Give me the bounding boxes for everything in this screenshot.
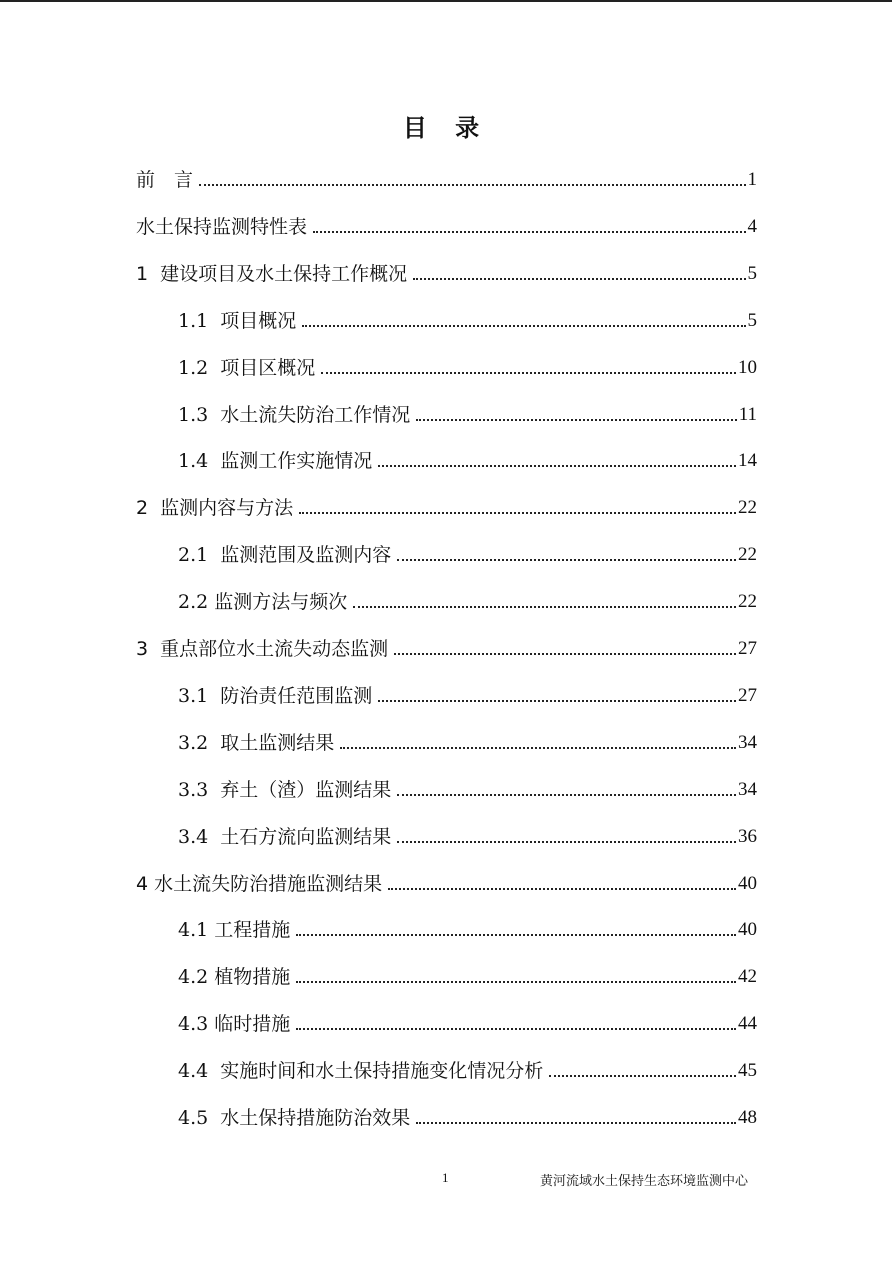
dot-leader [397,841,736,843]
toc-entry[interactable] [178,766,757,802]
toc-entry-page: 1 [747,169,757,190]
toc-entry-page: 5 [747,262,757,284]
dot-leader [378,700,736,702]
toc-entry[interactable] [136,484,757,520]
toc-entry-label: 1.2 项目区概况 [178,356,316,379]
toc-entry-page: 45 [738,1060,757,1082]
toc-entry[interactable] [136,203,757,239]
toc-entry[interactable] [136,860,757,896]
toc-entry[interactable] [136,250,757,286]
toc-entry-page: 4 [747,215,757,237]
toc-entry-label: 3.4 土石方流向监测结果 [178,825,392,848]
toc-entry-page: 11 [738,403,757,425]
toc-entry-page: 5 [747,309,757,331]
toc-entry-page: 10 [738,356,757,378]
dot-leader [397,794,736,796]
toc-entry-page: 22 [738,497,757,519]
dot-leader [299,512,736,514]
toc-entry-label: 前 言 [136,169,194,191]
toc-entry-page: 22 [738,591,757,613]
dot-leader [296,981,736,983]
toc-entry[interactable] [178,1047,757,1083]
toc-entry-label: 3.3 弃土（渣）监测结果 [178,778,392,801]
toc-title: 目 录 [402,114,490,142]
toc-entry-page: 34 [738,731,757,753]
toc-entry[interactable] [178,531,757,567]
dot-leader [296,1028,736,1030]
toc-entry[interactable] [178,813,757,849]
toc-entry-label: 1.3 水土流失防治工作情况 [178,403,411,426]
footer-organization: 黄河流域水土保持生态环境监测中心 [540,1173,749,1188]
toc-entry-label: 4.2 植物措施 [178,966,291,989]
toc-entry-label: 2 监测内容与方法 [136,497,294,520]
toc-entry-page: 42 [738,966,757,988]
toc-entry-page: 40 [738,872,757,894]
toc-entry-label: 1.1 项目概况 [178,309,297,332]
dot-leader [413,278,745,280]
toc-entry[interactable] [178,391,757,427]
toc-entry[interactable] [178,906,757,942]
dot-leader [321,372,736,374]
toc-entry-page: 22 [738,544,757,566]
toc-entry-label: 3.2 取土监测结果 [178,731,335,754]
toc-entry[interactable] [178,953,757,989]
toc-entry[interactable] [178,578,757,614]
toc-entry-label: 4.5 水土保持措施防治效果 [178,1107,411,1129]
dot-leader [378,465,736,467]
toc-entry[interactable] [136,156,757,192]
top-border [0,0,892,2]
toc-entry-page: 48 [738,1107,757,1128]
toc-entry-label: 水土保持监测特性表 [136,215,308,238]
dot-leader [549,1075,736,1077]
toc-entry[interactable] [178,437,757,473]
toc-entry-page: 36 [738,825,757,847]
toc-entry[interactable] [178,719,757,755]
toc-entry-page: 27 [738,638,757,659]
dot-leader [416,1122,736,1124]
dot-leader [296,934,736,936]
toc-entry-page: 34 [738,778,757,800]
dot-leader [388,888,736,890]
toc-entry[interactable] [136,625,757,661]
toc-entry-label: 4 水土流失防治措施监测结果 [136,872,383,895]
dot-leader [340,747,736,749]
toc-entry[interactable] [178,344,757,380]
page-number: 1 [442,1170,449,1185]
dot-leader [353,606,736,608]
dot-leader [394,653,736,655]
toc-entry[interactable] [178,1094,757,1130]
toc-entry-page: 40 [738,919,757,941]
toc-entry-label: 4.3 临时措施 [178,1013,291,1036]
toc-entry-page: 14 [738,450,757,472]
toc-entry[interactable] [178,297,757,333]
toc-entry-label: 1.4 监测工作实施情况 [178,450,373,473]
dot-leader [416,419,736,421]
dot-leader [313,231,745,233]
toc-entry[interactable] [178,672,757,708]
toc-entry-label: 3 重点部位水土流失动态监测 [136,638,389,660]
toc-entry-page: 27 [738,684,757,706]
toc-entry-label: 4.4 实施时间和水土保持措施变化情况分析 [178,1060,544,1083]
dot-leader [397,559,736,561]
dot-leader [302,325,745,327]
toc-entry-label: 1 建设项目及水土保持工作概况 [136,262,408,285]
toc-entry-page: 44 [738,1013,757,1035]
toc-entry-label: 4.1 工程措施 [178,919,291,942]
toc-entry[interactable] [178,1000,757,1036]
toc-entry-label: 2.1 监测范围及监测内容 [178,544,392,567]
dot-leader [199,184,745,186]
toc-entry-label: 2.2 监测方法与频次 [178,591,348,614]
toc-entry-label: 3.1 防治责任范围监测 [178,684,373,707]
